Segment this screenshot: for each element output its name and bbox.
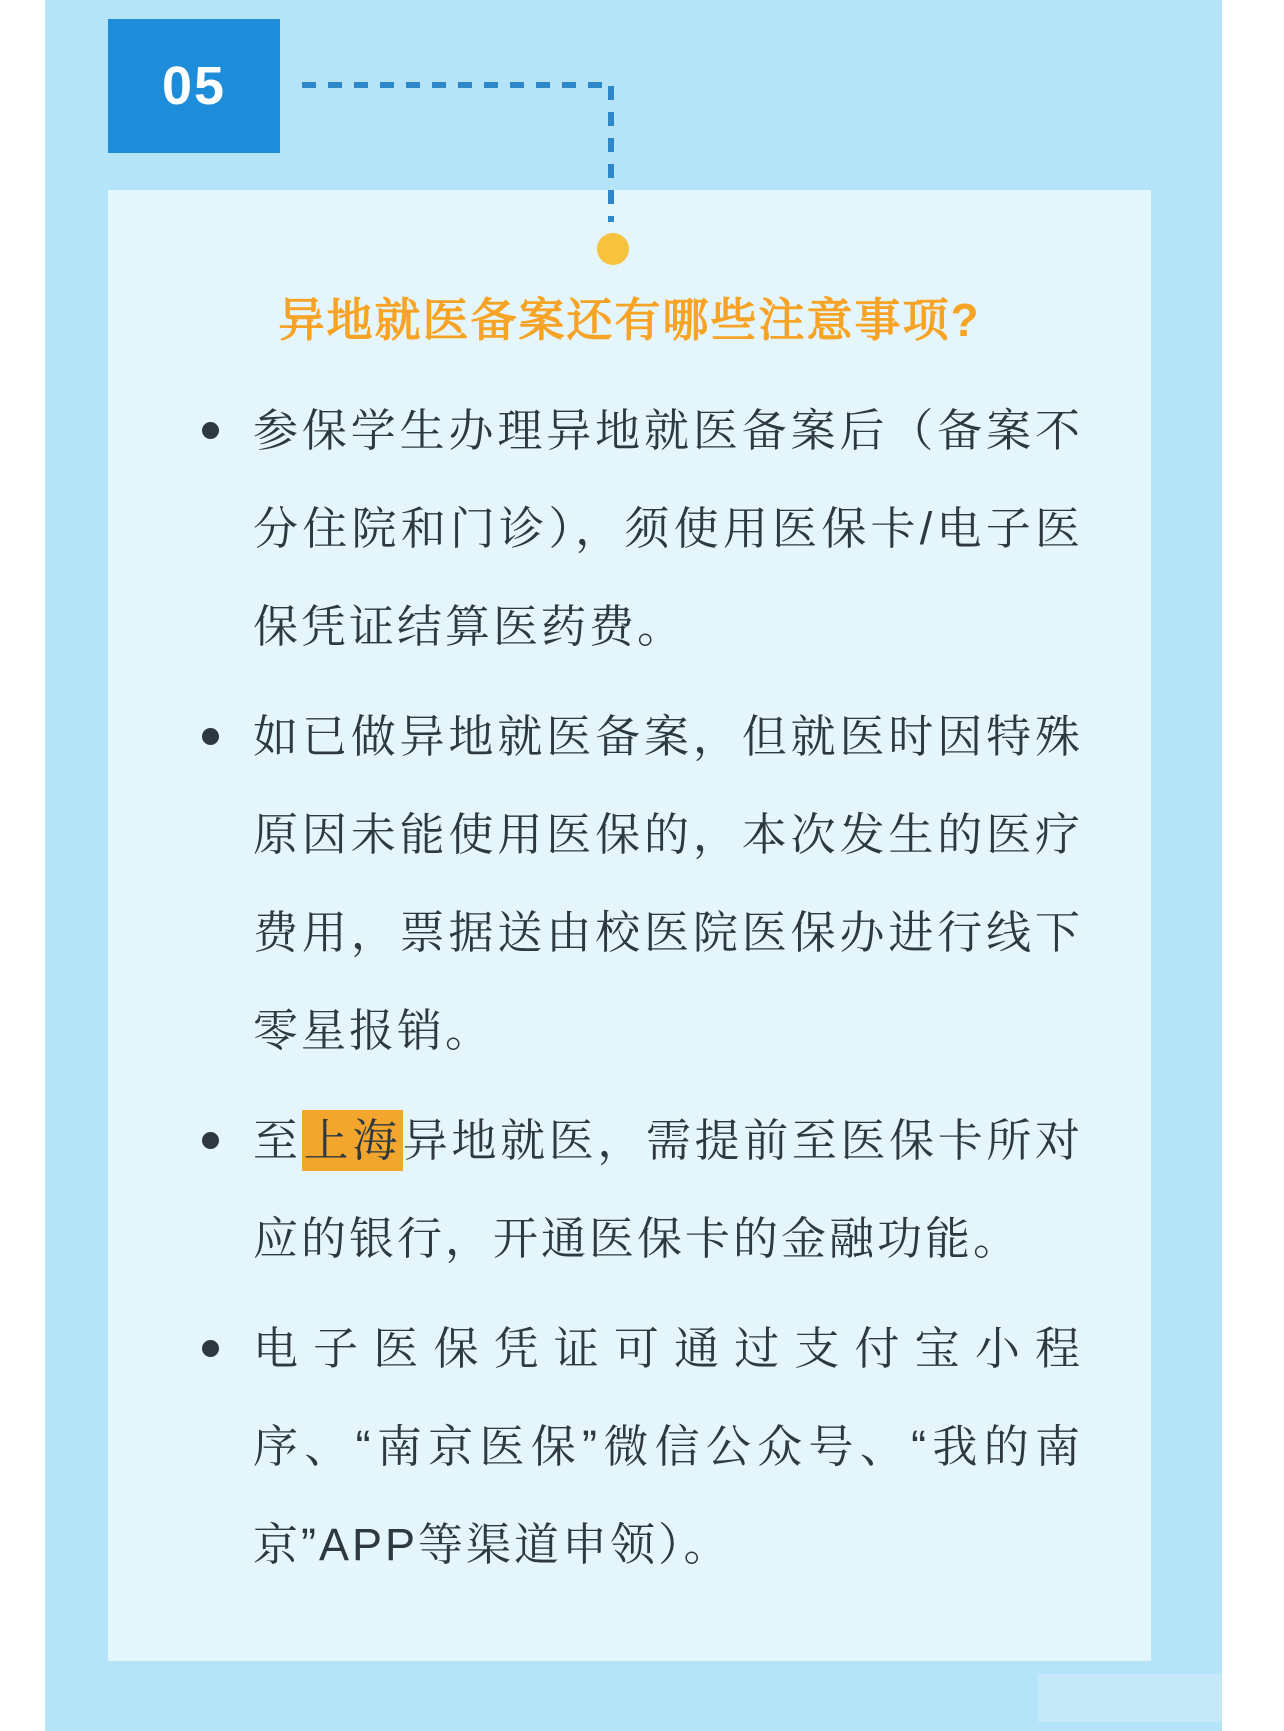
content-card — [108, 190, 1151, 1661]
list-item — [200, 382, 1083, 676]
connector-dashed-line-vertical — [608, 86, 614, 222]
section-title: 异地就医备案还有哪些注意事项? — [278, 294, 981, 346]
connector-dot-icon — [597, 233, 629, 265]
notes-list — [108, 382, 1151, 1594]
list-item-text-post: 异地就医，需提前至医保卡所对应的银行，开通医保卡的金融功能。 — [253, 1115, 1083, 1264]
highlight-shanghai: 上海 — [302, 1110, 403, 1171]
section-number-badge — [108, 19, 280, 153]
list-item-text: 参保学生办理异地就医备案后（备案不分住院和门诊），须使用医保卡/电子医保凭证结算医药费。 — [253, 405, 1083, 652]
list-item-text: 电子医保凭证可通过支付宝小程序、“南京医保”微信公众号、“我的南京”APP等渠道申领）。 — [253, 1323, 1083, 1570]
bullet-icon — [202, 1340, 219, 1357]
bullet-icon — [202, 422, 219, 439]
list-item-text-pre: 至 — [253, 1115, 302, 1166]
section-number: 05 — [161, 56, 227, 116]
connector-dashed-line-horizontal — [302, 82, 614, 88]
bullet-icon — [202, 1132, 219, 1149]
list-item — [200, 688, 1083, 1080]
list-item — [200, 1300, 1083, 1594]
watermark — [1038, 1674, 1222, 1722]
list-item — [200, 1092, 1083, 1288]
bullet-icon — [202, 728, 219, 745]
list-item-text: 如已做异地就医备案，但就医时因特殊原因未能使用医保的，本次发生的医疗费用，票据送由校医院医保办进行线下零星报销。 — [253, 711, 1083, 1056]
